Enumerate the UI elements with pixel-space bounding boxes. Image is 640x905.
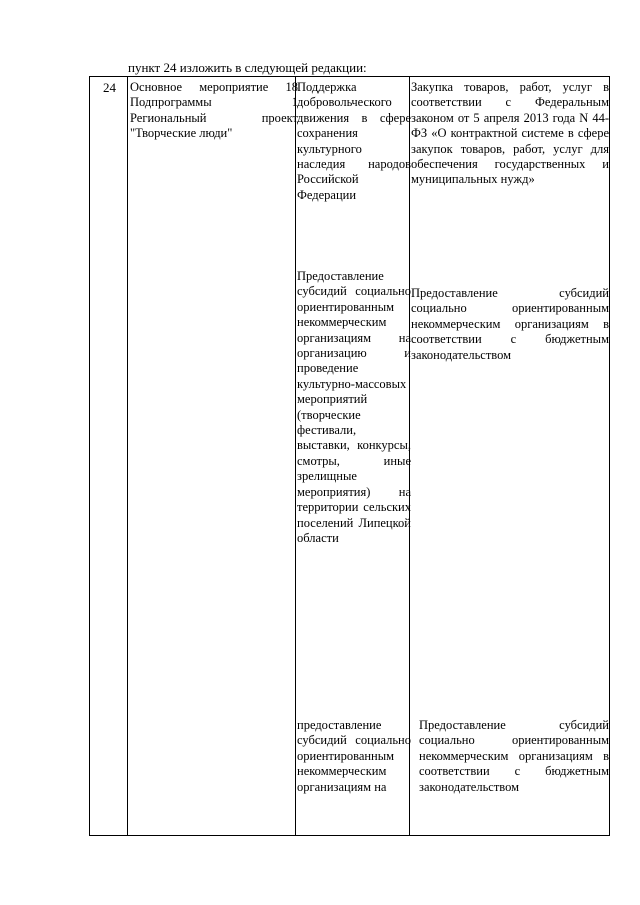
direction-2: Предоставление субсидий социально ориентированным некоммерческим организациям на организацию и проведение культурно-массовых мероприятий (творческие фестивали, выставки, конкурсы, смотры, иные зрелищные мероприятия) на территории сельских поселений Липецкой области (297, 269, 411, 545)
mechanism-1: Закупка товаров, работ, услуг в соответствии с Федеральным законом от 5 апреля 2013 года N 44-ФЗ «О контрактной системе в сфере закупок товаров, работ, услуг для обеспечения государственных и муниципальных нужд» (411, 80, 609, 187)
mechanism-3-text: Предоставление субсидий социально ориентированным некоммерческим организациям в соответствии с бюджетным законодательством (419, 718, 609, 794)
event-cell: Основное мероприятие 18 Подпрограммы 1 Региональный проект "Творческие люди" (130, 80, 298, 141)
amendment-table (89, 76, 610, 836)
direction-3: предоставление субсидий социально ориентированным некоммерческим организациям на (297, 718, 411, 794)
direction-1: Поддержка добровольческого движения в сфере сохранения культурного наследия народов Российской Федерации (297, 80, 411, 202)
column-divider (127, 77, 128, 835)
column-divider (295, 77, 296, 835)
mechanism-2: Предоставление субсидий социально ориентированным некоммерческим организациям в соответствии с бюджетным законодательством (411, 286, 609, 362)
intro-text: пункт 24 изложить в следующей редакции: (128, 60, 367, 75)
row-number: 24 (103, 80, 116, 95)
mechanism-3 (411, 718, 609, 795)
